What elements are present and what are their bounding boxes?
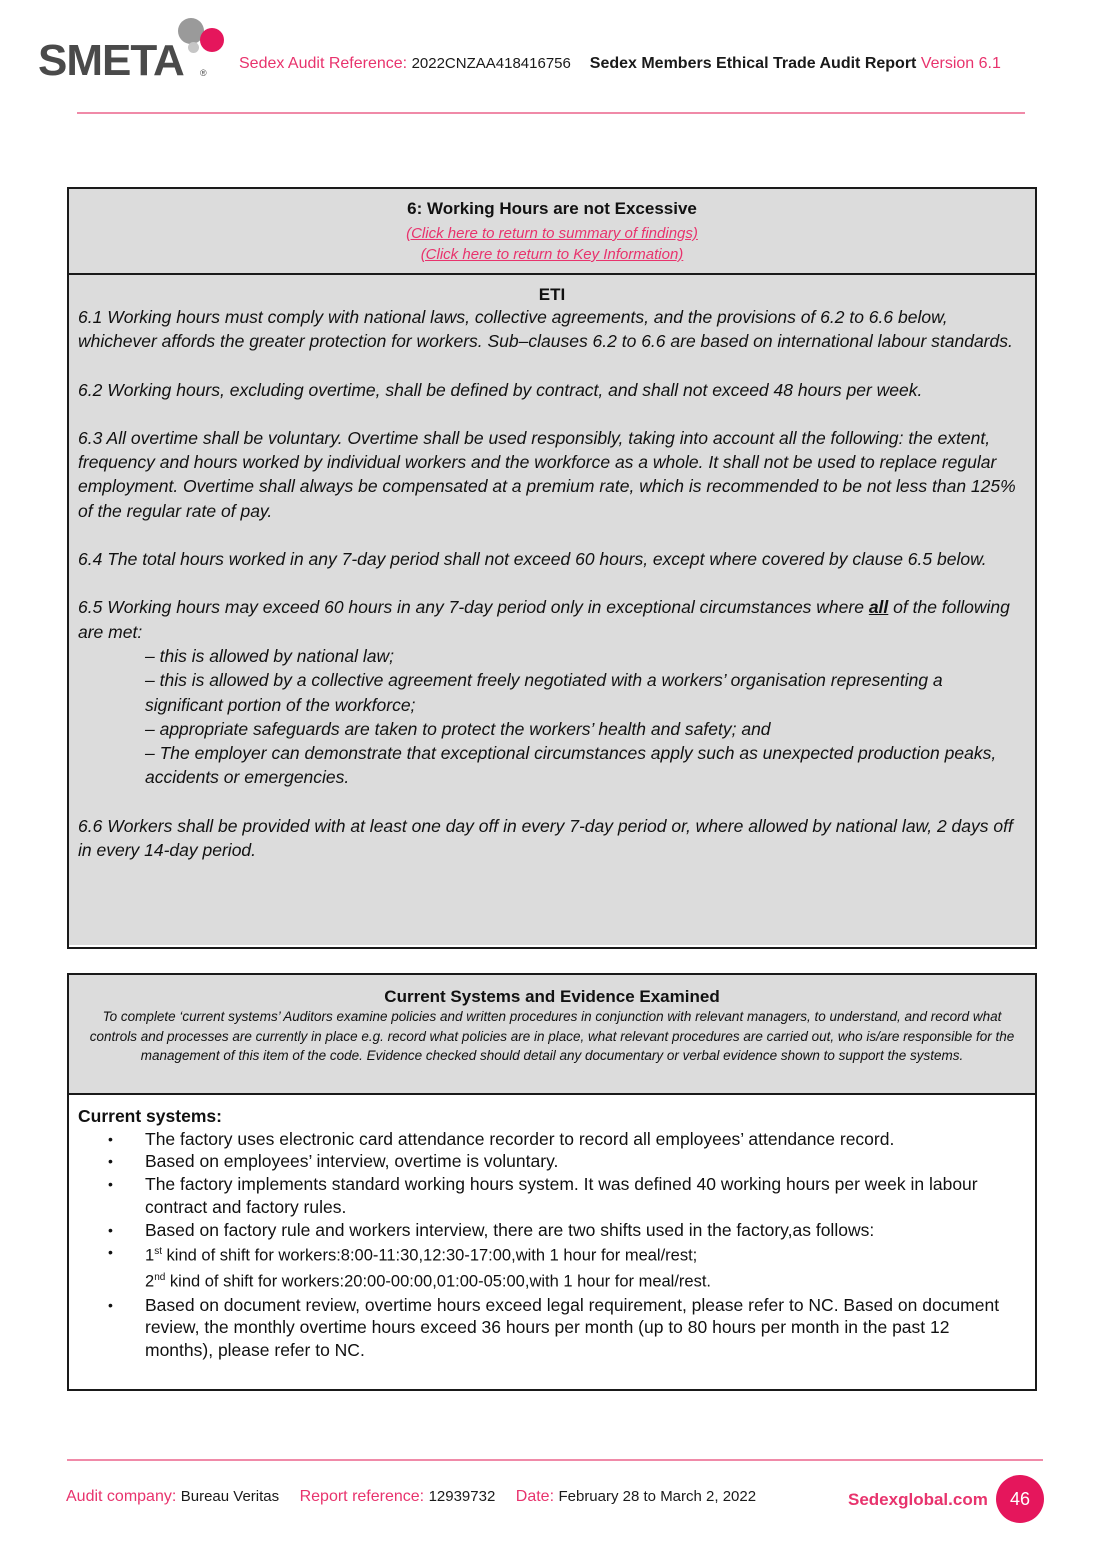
current-systems-box — [67, 973, 1037, 1391]
footer-divider — [67, 1459, 1043, 1461]
sedex-website-link[interactable]: Sedexglobal.com — [848, 1490, 988, 1509]
eti-clause-6-5 — [78, 595, 1025, 644]
audit-company-value: Bureau Veritas — [180, 1488, 280, 1505]
eti-clause-6-5-post: of the following are met: — [78, 597, 1010, 642]
report-ref-value: 12939732 — [428, 1488, 496, 1505]
report-title: Sedex Members Ethical Trade Audit Report — [589, 55, 917, 72]
condition-item: – this is allowed by national law; — [145, 645, 395, 666]
link-summary-of-findings[interactable]: (Click here to return to summary of findings) — [406, 225, 698, 242]
shift-1: 1st kind of shift for workers:8:00-11:30,12:30-17:00,with 1 hour for meal/rest; — [145, 1246, 698, 1265]
list-item: • Based on document review, overtime hours exceed legal requirement, please refer to NC. Based on document review, the monthly overtime hours exceed 36 hours per month (up to 80 hours per month in the past 12 months), please refer to NC. — [108, 1294, 1000, 1361]
current-systems-label: Current systems: — [78, 1106, 222, 1126]
eti-clause-6-5-pre: 6.5 Working hours may exceed 60 hours in any 7-day period only in exceptional circumstances where — [78, 597, 869, 618]
list-item-shifts: • 1st kind of shift for workers:8:00-11:30,12:30-17:00,with 1 hour for meal/rest; 2nd kind of shift for workers:20:00-00:00,01:00-05:00,with 1 hour for meal/rest. — [78, 1241, 1015, 1293]
logo-dot-pink — [200, 28, 224, 52]
list-item: • The factory uses electronic card attendance recorder to record all employees’ attendance record. — [108, 1128, 895, 1149]
eti-title: ETI — [538, 285, 566, 304]
logo-registered-mark: ® — [200, 68, 207, 78]
current-systems-title: Current Systems and Evidence Examined — [384, 987, 720, 1006]
footer-info — [66, 1488, 756, 1506]
section-title: 6: Working Hours are not Excessive — [407, 199, 697, 218]
eti-clause-6-2: 6.2 Working hours, excluding overtime, shall be defined by contract, and shall not exceed 48 hours per week. — [78, 379, 923, 400]
date-value: February 28 to March 2, 2022 — [558, 1488, 757, 1505]
eti-clause-6-4: 6.4 The total hours worked in any 7-day period shall not exceed 60 hours, except where covered by clause 6.5 below. — [78, 549, 987, 570]
list-item: • Based on employees’ interview, overtime is voluntary. — [108, 1151, 559, 1172]
eti-clause-6-5-all: all — [868, 597, 889, 618]
audit-ref-label: Sedex Audit Reference: — [239, 55, 408, 72]
condition-item: – The employer can demonstrate that exceptional circumstances apply such as unexpected production peaks, accidents or emergencies. — [145, 743, 997, 788]
section-6-header — [69, 189, 1035, 275]
logo-text: SMETA — [38, 36, 184, 85]
report-ref-label: Report reference: — [299, 1488, 425, 1505]
current-systems-intro: To complete ‘current systems’ Auditors examine policies and written procedures in conjunction with relevant managers, to understand, and record what controls and processes are currently in place e.g. record what policies are in place, what relevant procedures are carried out, who is/are responsible for the management of this item of the code. Evidence checked should detail any documentary or verbal evidence shown to support the systems. — [89, 1009, 1015, 1064]
eti-panel — [69, 275, 1035, 945]
condition-item: – this is allowed by a collective agreement freely negotiated with a workers’ organisation representing a significant portion of the workforce; — [145, 670, 943, 715]
report-version: Version 6.1 — [920, 55, 1001, 72]
current-systems-header — [69, 975, 1035, 1095]
shift-2: 2nd kind of shift for workers:20:00-00:00,01:00-05:00,with 1 hour for meal/rest. — [145, 1272, 712, 1291]
header-reference-line — [239, 55, 1001, 73]
eti-clause-6-3: 6.3 All overtime shall be voluntary. Overtime shall be used responsibly, taking into account all the following: the extent, frequency and hours worked by individual workers and the workforce as a whole. It shall not be used to replace regular employment. Overtime shall always be compensated at a premium rate, which is recommended to be not less than 125% of the regular rate of pay. — [78, 427, 1016, 521]
audit-company-label: Audit company: — [66, 1488, 177, 1505]
date-label: Date: — [515, 1488, 555, 1505]
audit-ref-value: 2022CNZAA418416756 — [411, 55, 571, 72]
eti-clause-6-1: 6.1 Working hours must comply with national laws, collective agreements, and the provisions of 6.2 to 6.6 below, whichever affords the greater protection for workers. Sub–clauses 6.2 to 6.6 are based on international labour standards. — [78, 307, 1013, 352]
eti-clause-6-6: 6.6 Workers shall be provided with at least one day off in every 7-day period or, where allowed by national law, 2 days off in every 14-day period. — [78, 815, 1013, 861]
smeta-logo — [38, 16, 238, 86]
header-divider — [77, 112, 1025, 114]
current-systems-list — [78, 1128, 1015, 1362]
section-6-box — [67, 187, 1037, 949]
list-item: • Based on factory rule and workers interview, there are two shifts used in the factory,as follows: — [108, 1219, 875, 1240]
eti-text — [69, 305, 1035, 862]
link-key-information[interactable]: (Click here to return to Key Information) — [420, 246, 684, 263]
page-number-badge: 46 — [996, 1475, 1044, 1523]
eti-clause-6-5-conditions — [78, 644, 1025, 790]
current-systems-body — [69, 1095, 1035, 1372]
list-item: • The factory implements standard working hours system. It was defined 40 working hours per week in labour contract and factory rules. — [108, 1174, 978, 1217]
condition-item: – appropriate safeguards are taken to protect the workers’ health and safety; and — [145, 718, 771, 739]
logo-dot-small — [188, 42, 199, 53]
